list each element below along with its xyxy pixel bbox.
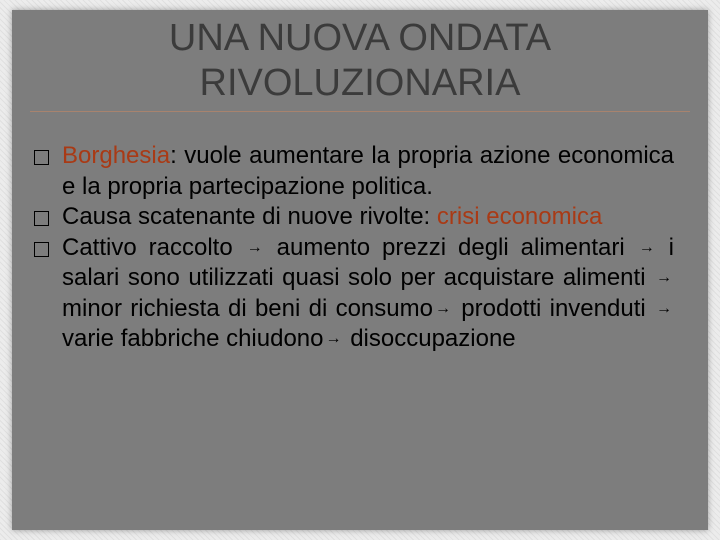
title-line-2: RIVOLUZIONARIA (199, 62, 521, 104)
slide (12, 10, 708, 530)
bullet-list (62, 141, 674, 355)
title-divider (30, 111, 690, 112)
bullet-item-causa (62, 202, 674, 233)
square-bullet-icon (34, 150, 49, 165)
keyword-crisi-economica: crisi economica (436, 203, 603, 230)
arrow-right-icon: → (656, 269, 672, 286)
arrow-right-icon: → (434, 299, 451, 317)
chain-step: prodotti invenduti (461, 294, 646, 322)
square-bullet-icon (34, 211, 49, 226)
chain-step: aumento prezzi degli alimentari (276, 233, 625, 261)
chain-step: i salari sono utilizzati quasi solo per acquistare alimenti (62, 233, 674, 291)
chain-step: minor richiesta di beni di consumo (62, 294, 433, 322)
slide-title (12, 16, 708, 106)
keyword-borghesia: Borghesia (62, 142, 171, 169)
title-line-1: UNA NUOVA ONDATA (168, 17, 552, 59)
chain-step: disoccupazione (350, 325, 516, 352)
bullet-text: : vuole aumentare la propria azione economica e la propria partecipazione politica. (62, 142, 674, 200)
bullet-item-cattivo-raccolto (62, 233, 674, 355)
bullet-item-borghesia (62, 141, 674, 202)
square-bullet-icon (34, 242, 49, 257)
chain-step: Cattivo raccolto (62, 233, 233, 261)
arrow-right-icon: → (325, 330, 342, 347)
bullet-text: Causa scatenante di nuove rivolte: (62, 203, 437, 230)
arrow-right-icon: → (656, 299, 672, 317)
arrow-right-icon: → (638, 238, 655, 256)
chain-step: varie fabbriche chiudono (62, 325, 324, 352)
arrow-right-icon: → (246, 238, 263, 256)
